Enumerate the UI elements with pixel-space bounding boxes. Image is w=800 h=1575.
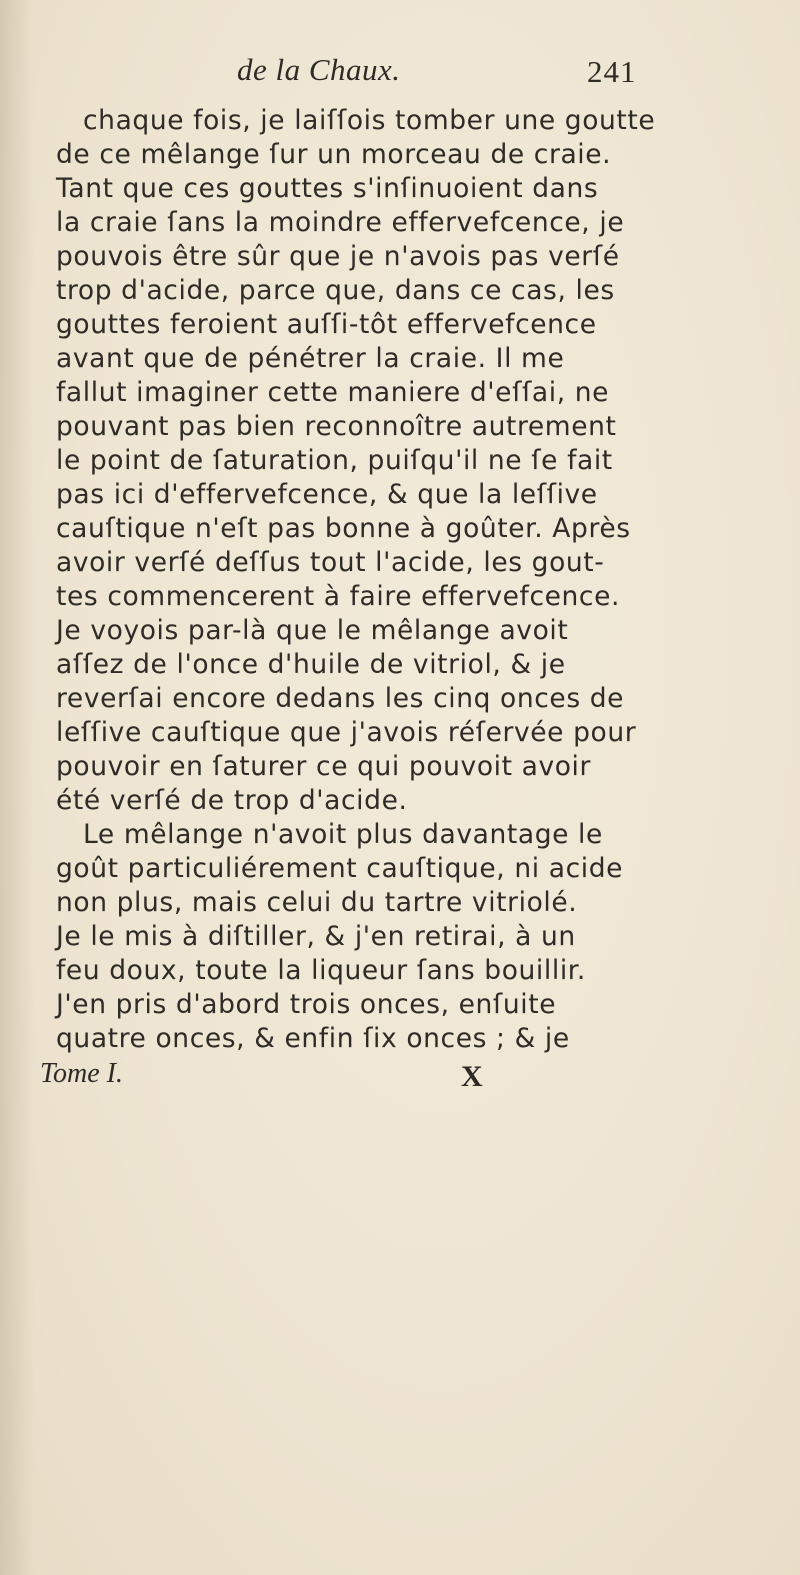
text-line: goût particuliérement cauſtique, ni acide bbox=[56, 853, 624, 884]
text-line: le point de ſaturation, puiſqu'il ne ſe fait bbox=[56, 445, 613, 476]
text-line: pas ici d'effervefcence, & que la leſſive bbox=[56, 479, 598, 510]
text-line: pouvoir en ſaturer ce qui pouvoit avoir bbox=[56, 751, 592, 782]
text-line: non plus, mais celui du tartre vitriolé. bbox=[56, 887, 578, 918]
page-number: 241 bbox=[587, 54, 637, 89]
text-line: la craie ſans la moindre effervefcence, je bbox=[56, 207, 625, 238]
volume-label: Tome I. bbox=[40, 1058, 123, 1089]
gutter-shadow bbox=[0, 0, 34, 1575]
text-line: pouvant pas bien reconnoître autrement bbox=[56, 411, 617, 442]
text-line: quatre onces, & enfin ſix onces ; & je bbox=[56, 1023, 570, 1054]
text-line: avoir verſé deſſus tout l'acide, les gout- bbox=[56, 547, 605, 578]
text-line: J'en pris d'abord trois onces, enſuite bbox=[56, 989, 557, 1020]
text-line: Le mêlange n'avoit plus davantage le bbox=[83, 819, 603, 850]
text-line: fallut imaginer cette maniere d'eſſai, ne bbox=[56, 377, 610, 408]
running-head: de la Chaux. bbox=[237, 52, 401, 87]
page-header bbox=[0, 52, 800, 102]
text-line: Tant que ces gouttes s'inſinuoient dans bbox=[56, 173, 599, 204]
text-line: tes commencerent à faire effervefcence. bbox=[56, 581, 621, 612]
text-line: été verſé de trop d'acide. bbox=[56, 785, 408, 816]
text-line: aſſez de l'once d'huile de vitriol, & je bbox=[56, 649, 566, 680]
text-line: de ce mêlange ſur un morceau de craie. bbox=[56, 139, 612, 170]
text-line: leſſive cauſtique que j'avois réſervée pour bbox=[56, 717, 637, 748]
text-line: feu doux, toute la liqueur ſans bouillir. bbox=[56, 955, 586, 986]
text-line: pouvois être sûr que je n'avois pas verſé bbox=[56, 241, 620, 272]
page-footer bbox=[0, 1058, 800, 1098]
text-line: cauſtique n'eſt pas bonne à goûter. Après bbox=[56, 513, 631, 544]
text-line: chaque fois, je laiſſois tomber une goutte bbox=[83, 105, 656, 136]
text-line: Je le mis à diſtiller, & j'en retirai, à un bbox=[56, 921, 576, 952]
text-line: trop d'acide, parce que, dans ce cas, les bbox=[56, 275, 615, 306]
text-line: gouttes feroient auſſi-tôt effervefcence bbox=[56, 309, 597, 340]
text-line: avant que de pénétrer la craie. Il me bbox=[56, 343, 565, 374]
text-line: reverſai encore dedans les cinq onces de bbox=[56, 683, 625, 714]
text-line: Je voyois par-là que le mêlange avoit bbox=[56, 615, 569, 646]
signature-mark: X bbox=[461, 1060, 483, 1093]
